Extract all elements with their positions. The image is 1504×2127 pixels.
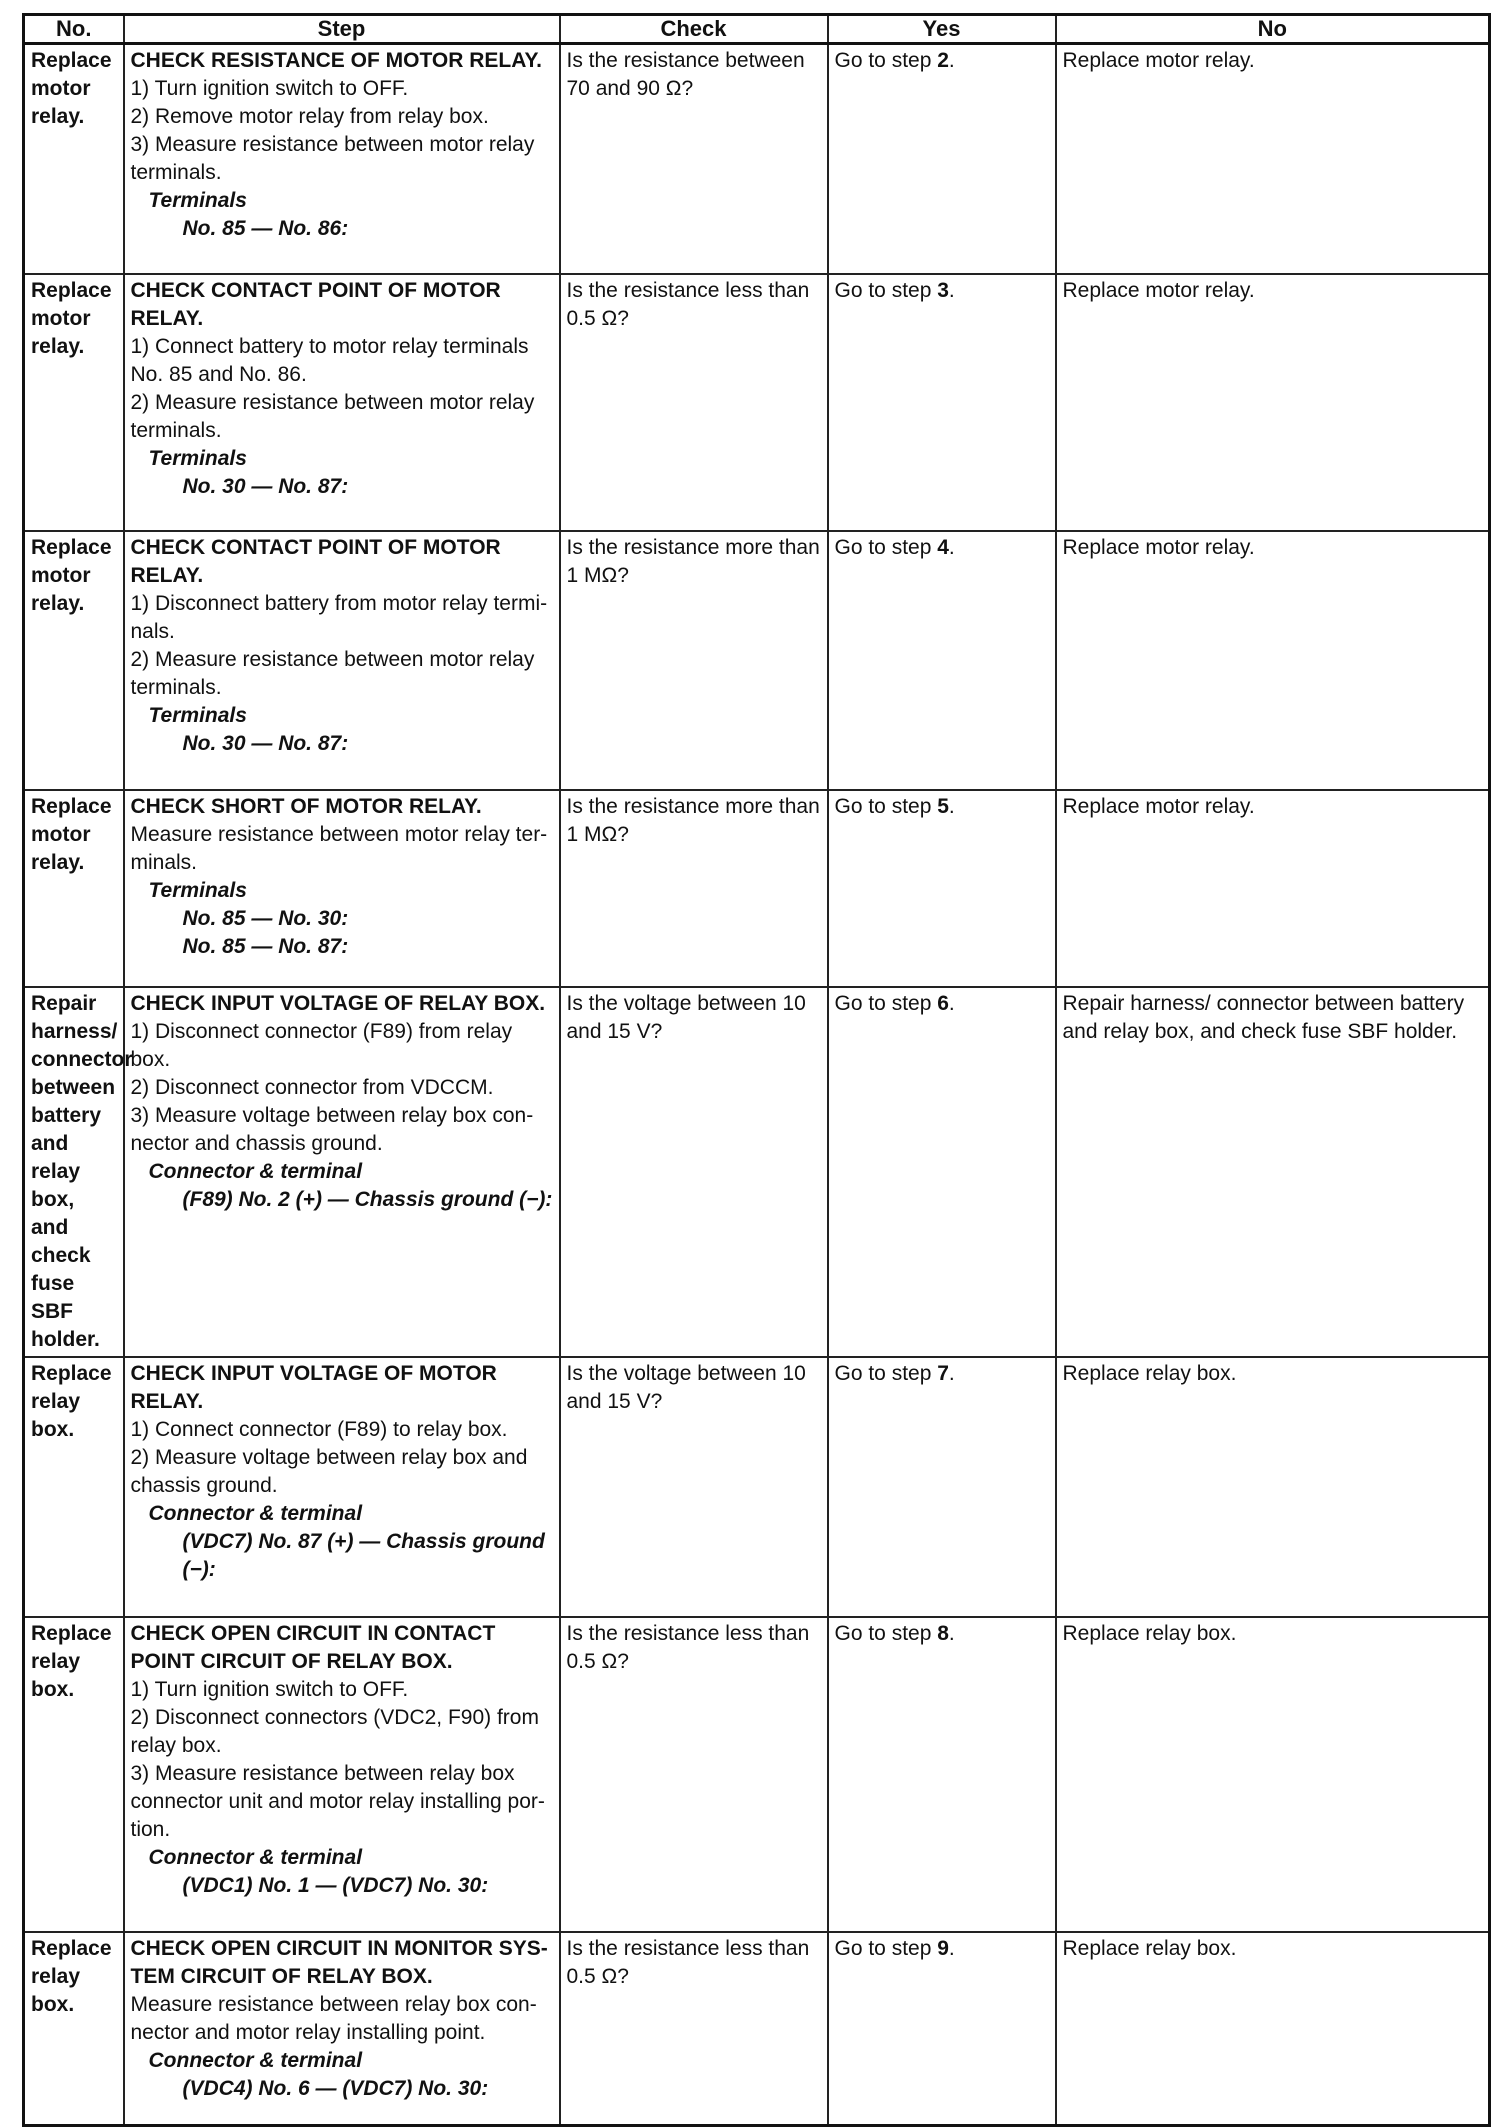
yes-action-text: Go to step — [834, 1936, 938, 1960]
no-action: Replace motor relay. — [1056, 44, 1490, 274]
yes-action — [828, 274, 1056, 531]
yes-action-text: Go to step — [834, 794, 938, 818]
yes-action-suffix: . — [948, 991, 955, 1015]
terminal-label: Connector & terminal — [148, 1159, 363, 1183]
yes-action-suffix: . — [948, 1936, 955, 1960]
terminal-label: Terminals — [148, 703, 247, 727]
terminal-label: Connector & terminal — [148, 2048, 363, 2072]
yes-action — [828, 44, 1056, 274]
terminal-value: (F89) No. 2 (+) — Chassis ground (−): — [182, 1187, 553, 1211]
step-title: CHECK INPUT VOLTAGE OF RELAY BOX. — [130, 991, 546, 1015]
step-number: Repair harness/ connector between battery and relay box, and check fuse SBF holder. — [24, 987, 124, 1357]
step-number: Replace relay box. — [24, 1617, 124, 1932]
step-instruction: 2) Measure resistance between motor relay terminals. — [130, 647, 535, 699]
yes-action-text: Go to step — [834, 1621, 938, 1645]
yes-action-text: Go to step — [834, 278, 938, 302]
yes-action-suffix: . — [948, 49, 955, 72]
step-number: Replace motor relay. — [24, 531, 124, 790]
step-number: Replace relay box. — [24, 1357, 124, 1617]
step-instruction: 2) Measure resistance between motor relay terminals. — [130, 390, 535, 442]
step-description — [124, 987, 560, 1357]
yes-action — [828, 531, 1056, 790]
yes-action-suffix: . — [948, 794, 955, 818]
yes-action-text: Go to step — [834, 535, 938, 559]
step-number: Replace motor relay. — [24, 790, 124, 987]
next-step-number: 5 — [937, 794, 949, 818]
header-row — [24, 15, 1490, 44]
step-number: Replace motor relay. — [24, 44, 124, 274]
yes-action — [828, 987, 1056, 1357]
next-step-number: 2 — [937, 49, 949, 72]
terminal-label: Terminals — [148, 446, 247, 470]
table-row — [24, 274, 1490, 531]
step-description — [124, 1357, 560, 1617]
terminal-value: No. 30 — No. 87: — [182, 474, 349, 498]
yes-action — [828, 1932, 1056, 2126]
check-question: Is the resistance less than 0.5 Ω? — [560, 1617, 828, 1932]
step-number: Replace motor relay. — [24, 274, 124, 531]
step-title: CHECK SHORT OF MOTOR RELAY. — [130, 794, 482, 818]
step-instruction: 1) Disconnect battery from motor relay termi-nals. — [130, 591, 548, 643]
step-description — [124, 531, 560, 790]
table-row — [24, 531, 1490, 790]
yes-action — [828, 1617, 1056, 1932]
step-instruction: 1) Turn ignition switch to OFF. — [130, 77, 409, 100]
step-instruction: 2) Remove motor relay from relay box. — [130, 105, 489, 128]
terminal-label: Connector & terminal — [148, 1845, 363, 1869]
step-title: CHECK CONTACT POINT OF MOTOR RELAY. — [130, 278, 501, 330]
step-description — [124, 1617, 560, 1932]
yes-action-text: Go to step — [834, 991, 938, 1015]
header-no: No. — [24, 15, 124, 44]
step-number: Replace relay box. — [24, 1932, 124, 2126]
step-instruction: 1) Turn ignition switch to OFF. — [130, 1677, 409, 1701]
terminal-value: (VDC1) No. 1 — (VDC7) No. 30: — [182, 1873, 489, 1897]
next-step-number: 9 — [937, 1936, 949, 1960]
step-instruction: 2) Measure voltage between relay box and chassis ground. — [130, 1445, 528, 1497]
no-action: Replace relay box. — [1056, 1932, 1490, 2126]
step-instruction: 1) Connect connector (F89) to relay box. — [130, 1417, 508, 1441]
terminal-value: (VDC4) No. 6 — (VDC7) No. 30: — [182, 2076, 489, 2100]
step-title: CHECK INPUT VOLTAGE OF MOTOR RELAY. — [130, 1361, 497, 1413]
check-question: Is the resistance more than 1 MΩ? — [560, 531, 828, 790]
next-step-number: 4 — [937, 535, 949, 559]
yes-action-suffix: . — [948, 1621, 955, 1645]
terminal-value: No. 85 — No. 87: — [182, 934, 349, 958]
yes-action-text: Go to step — [834, 1361, 938, 1385]
step-instruction: 2) Disconnect connector from VDCCM. — [130, 1075, 494, 1099]
yes-action-text: Go to step — [834, 49, 938, 72]
yes-action-suffix: . — [948, 1361, 955, 1385]
next-step-number: 8 — [937, 1621, 949, 1645]
step-instruction: 1) Disconnect connector (F89) from relay box. — [130, 1019, 513, 1071]
header-check: Check — [560, 15, 828, 44]
terminal-value: No. 85 — No. 86: — [182, 217, 349, 240]
terminal-label: Terminals — [148, 189, 247, 212]
step-instruction: 2) Disconnect connectors (VDC2, F90) from relay box. — [130, 1705, 539, 1757]
no-action: Replace relay box. — [1056, 1617, 1490, 1932]
no-action: Replace motor relay. — [1056, 274, 1490, 531]
no-action: Replace relay box. — [1056, 1357, 1490, 1617]
no-action: Replace motor relay. — [1056, 531, 1490, 790]
step-description — [124, 274, 560, 531]
yes-action-suffix: . — [948, 535, 955, 559]
table-row — [24, 1932, 1490, 2126]
no-action: Repair harness/ connector between battery and relay box, and check fuse SBF holder. — [1056, 987, 1490, 1357]
step-title: CHECK CONTACT POINT OF MOTOR RELAY. — [130, 535, 501, 587]
check-question: Is the resistance more than 1 MΩ? — [560, 790, 828, 987]
table-row — [24, 987, 1490, 1357]
header-no-result: No — [1056, 15, 1490, 44]
table-row — [24, 44, 1490, 274]
step-instruction: Measure resistance between motor relay ter-minals. — [130, 822, 548, 874]
step-title: CHECK OPEN CIRCUIT IN MONITOR SYS-TEM CIRCUIT OF RELAY BOX. — [130, 1936, 548, 1988]
next-step-number: 7 — [937, 1361, 949, 1385]
header-step: Step — [124, 15, 560, 44]
diagnostic-procedure-table — [22, 13, 1491, 2127]
next-step-number: 6 — [937, 991, 949, 1015]
table-row — [24, 1617, 1490, 1932]
terminal-value: No. 85 — No. 30: — [182, 906, 349, 930]
table-row — [24, 1357, 1490, 1617]
terminal-label: Terminals — [148, 878, 247, 902]
no-action: Replace motor relay. — [1056, 790, 1490, 987]
terminal-value: (VDC7) No. 87 (+) — Chassis ground (−): — [182, 1529, 545, 1581]
step-description — [124, 1932, 560, 2126]
step-title: CHECK OPEN CIRCUIT IN CONTACT POINT CIRCUIT OF RELAY BOX. — [130, 1621, 496, 1673]
check-question: Is the resistance less than 0.5 Ω? — [560, 274, 828, 531]
table-row — [24, 790, 1490, 987]
terminal-value: No. 30 — No. 87: — [182, 731, 349, 755]
check-question: Is the voltage between 10 and 15 V? — [560, 1357, 828, 1617]
check-question: Is the resistance less than 0.5 Ω? — [560, 1932, 828, 2126]
step-instruction: 3) Measure resistance between motor relay terminals. — [130, 133, 535, 184]
step-description — [124, 790, 560, 987]
step-instruction: 1) Connect battery to motor relay terminals No. 85 and No. 86. — [130, 334, 529, 386]
next-step-number: 3 — [937, 278, 949, 302]
header-yes: Yes — [828, 15, 1056, 44]
step-instruction: 3) Measure voltage between relay box con-nector and chassis ground. — [130, 1103, 534, 1155]
yes-action — [828, 1357, 1056, 1617]
step-title: CHECK RESISTANCE OF MOTOR RELAY. — [130, 49, 542, 72]
step-instruction: 3) Measure resistance between relay box connector unit and motor relay installing por-tion. — [130, 1761, 545, 1841]
step-instruction: Measure resistance between relay box con-nector and motor relay installing point. — [130, 1992, 537, 2044]
check-question: Is the resistance between 70 and 90 Ω? — [560, 44, 828, 274]
yes-action — [828, 790, 1056, 987]
check-question: Is the voltage between 10 and 15 V? — [560, 987, 828, 1357]
yes-action-suffix: . — [948, 278, 955, 302]
terminal-label: Connector & terminal — [148, 1501, 363, 1525]
step-description — [124, 44, 560, 274]
